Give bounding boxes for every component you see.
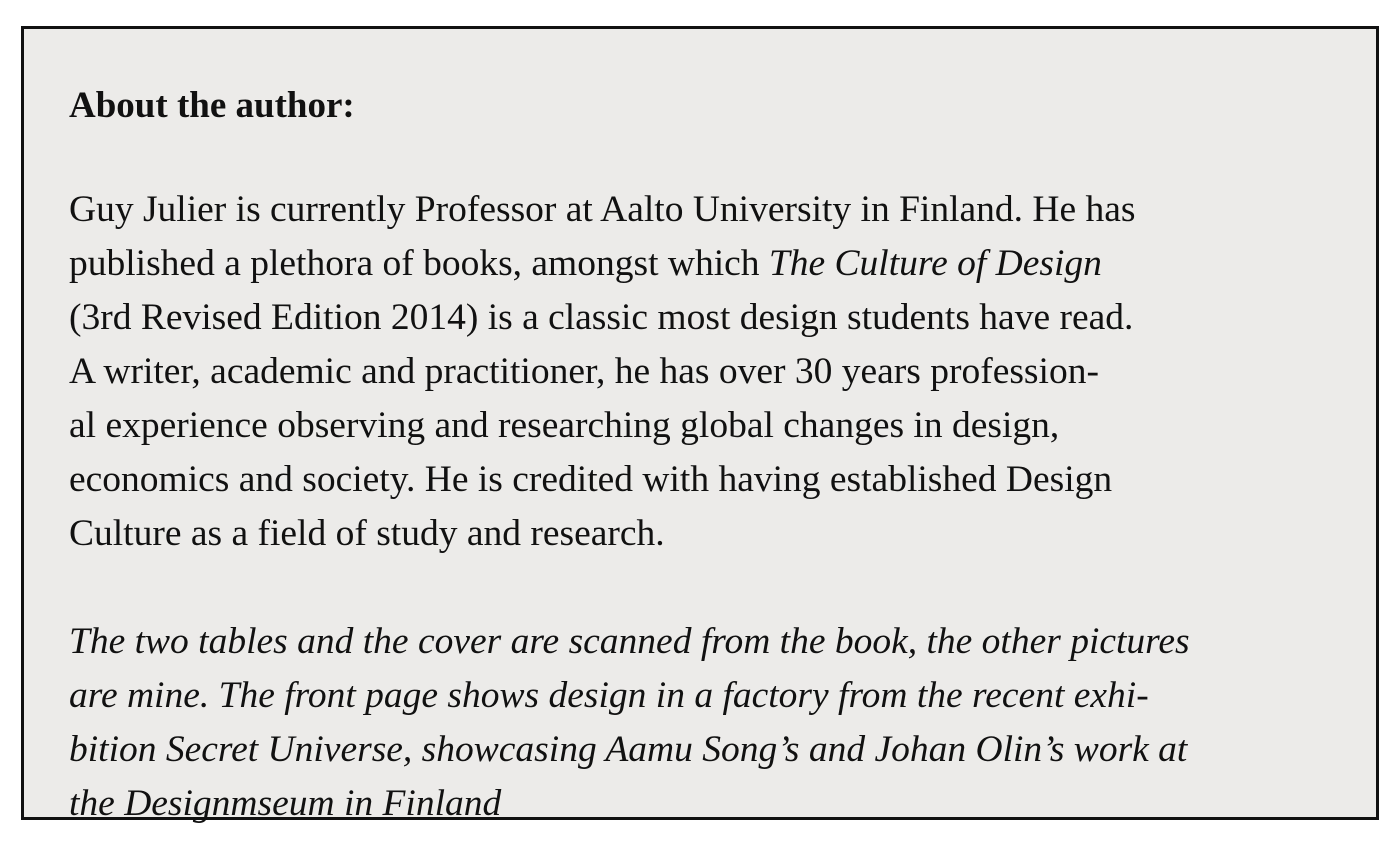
credit-line-2: are mine. The front page shows design in a factory from the recent exhi- xyxy=(69,675,1149,716)
bio-line-4: A writer, academic and practitioner, he has over 30 years profession- xyxy=(69,351,1099,392)
bio-line-2 xyxy=(69,237,1346,291)
image-credit-paragraph xyxy=(69,615,1346,831)
bio-line-6: economics and society. He is credited with having established Design xyxy=(69,459,1113,500)
credit-line-4: the Designmseum in Finland xyxy=(69,783,502,824)
bio-line-5: al experience observing and researching global changes in design, xyxy=(69,405,1060,446)
credit-line-3: bition Secret Universe, showcasing Aamu Song’s and Johan Olin’s work at xyxy=(69,729,1188,770)
credit-line-1: The two tables and the cover are scanned from the book, the other pictures xyxy=(69,621,1190,662)
bio-line-3: (3rd Revised Edition 2014) is a classic most design students have read. xyxy=(69,297,1134,338)
author-info-box xyxy=(21,26,1379,824)
author-bio-paragraph xyxy=(69,183,1346,561)
bio-line-2-text: published a plethora of books, amongst which xyxy=(69,243,769,284)
bio-line-7: Culture as a field of study and research. xyxy=(69,513,665,554)
about-author-heading: About the author: xyxy=(69,85,355,126)
book-title: The Culture of Design xyxy=(768,243,1102,284)
bio-line-1: Guy Julier is currently Professor at Aalto University in Finland. He has xyxy=(69,189,1136,230)
